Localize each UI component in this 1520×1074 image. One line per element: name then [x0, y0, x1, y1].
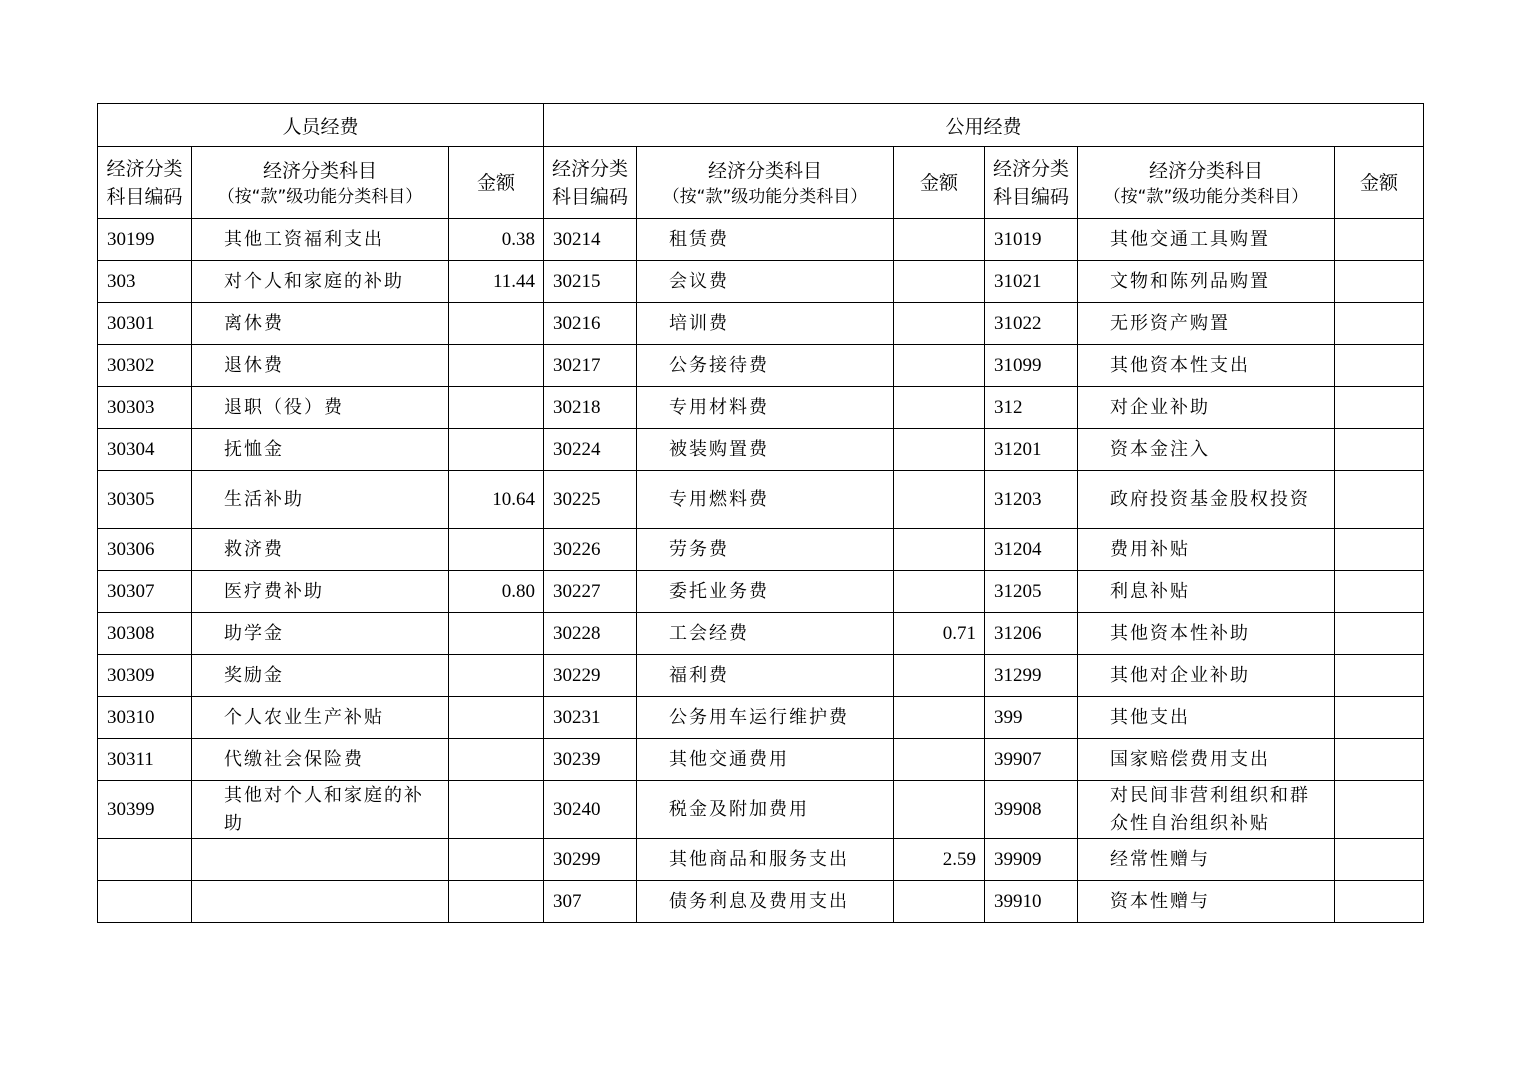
cell-subject-name: 委托业务费	[637, 571, 894, 613]
cell-subject-name: 专用燃料费	[637, 471, 894, 529]
cell-code: 39909	[985, 839, 1078, 881]
cell-code: 31019	[985, 219, 1078, 261]
table-row	[98, 839, 1424, 881]
cell-subject-name: 债务利息及费用支出	[637, 881, 894, 923]
cell-code: 39910	[985, 881, 1078, 923]
expense-classification-table	[97, 103, 1424, 923]
table-row	[98, 571, 1424, 613]
cell-code: 30239	[544, 739, 637, 781]
cell-code: 31205	[985, 571, 1078, 613]
cell-subject-name: 其他交通工具购置	[1078, 219, 1335, 261]
cell-code: 31203	[985, 471, 1078, 529]
cell-amount	[894, 219, 985, 261]
cell-code: 30218	[544, 387, 637, 429]
cell-amount	[449, 429, 544, 471]
cell-amount	[894, 697, 985, 739]
cell-amount: 0.38	[449, 219, 544, 261]
cell-code: 30228	[544, 613, 637, 655]
cell-subject-name: 无形资产购置	[1078, 303, 1335, 345]
cell-amount	[1335, 387, 1424, 429]
column-header-amount: 金额	[1335, 147, 1424, 219]
cell-amount	[449, 697, 544, 739]
cell-code: 30227	[544, 571, 637, 613]
cell-subject-name: 救济费	[192, 529, 449, 571]
column-header-code	[98, 147, 192, 219]
cell-amount: 2.59	[894, 839, 985, 881]
cell-amount	[449, 839, 544, 881]
cell-subject-name: 医疗费补助	[192, 571, 449, 613]
cell-code: 30299	[544, 839, 637, 881]
column-header-code-line2: 科目编码	[106, 185, 183, 208]
cell-code: 30229	[544, 655, 637, 697]
cell-code: 30310	[98, 697, 192, 739]
cell-subject-name: 助学金	[192, 613, 449, 655]
cell-code	[98, 881, 192, 923]
column-header-code	[544, 147, 637, 219]
cell-amount	[449, 739, 544, 781]
cell-amount	[894, 655, 985, 697]
cell-subject-name: 抚恤金	[192, 429, 449, 471]
table-row	[98, 739, 1424, 781]
cell-subject-name: 其他资本性补助	[1078, 613, 1335, 655]
column-header-code	[985, 147, 1078, 219]
cell-subject-name: 资本金注入	[1078, 429, 1335, 471]
cell-amount: 0.80	[449, 571, 544, 613]
cell-amount	[894, 529, 985, 571]
cell-subject-name: 奖励金	[192, 655, 449, 697]
cell-amount	[449, 613, 544, 655]
group-header-public: 公用经费	[544, 104, 1424, 147]
cell-code: 30301	[98, 303, 192, 345]
cell-subject-name: 专用材料费	[637, 387, 894, 429]
column-header-code-line2: 科目编码	[992, 185, 1069, 208]
cell-subject-name: 租赁费	[637, 219, 894, 261]
cell-code: 31022	[985, 303, 1078, 345]
cell-code: 30302	[98, 345, 192, 387]
cell-amount	[1335, 471, 1424, 529]
cell-code: 30231	[544, 697, 637, 739]
cell-code: 312	[985, 387, 1078, 429]
cell-amount	[894, 261, 985, 303]
column-header-code-line1: 经济分类	[992, 157, 1069, 180]
table-row	[98, 697, 1424, 739]
cell-subject-name: 其他工资福利支出	[192, 219, 449, 261]
cell-subject-name	[192, 881, 449, 923]
cell-subject-name: 离休费	[192, 303, 449, 345]
cell-subject-name: 退职（役）费	[192, 387, 449, 429]
cell-amount: 11.44	[449, 261, 544, 303]
cell-subject-name: 代缴社会保险费	[192, 739, 449, 781]
column-header-subject-title: 经济分类科目	[262, 159, 377, 182]
cell-subject-name: 公务用车运行维护费	[637, 697, 894, 739]
cell-code: 31201	[985, 429, 1078, 471]
cell-amount	[894, 429, 985, 471]
cell-amount	[449, 781, 544, 839]
cell-subject-name: 税金及附加费用	[637, 781, 894, 839]
cell-amount	[1335, 219, 1424, 261]
cell-amount	[894, 881, 985, 923]
column-header-subject-note: （按“款”级功能分类科目）	[662, 186, 868, 207]
cell-subject-name: 对企业补助	[1078, 387, 1335, 429]
cell-code: 30399	[98, 781, 192, 839]
cell-subject-name: 会议费	[637, 261, 894, 303]
cell-code: 30216	[544, 303, 637, 345]
column-header-subject-title: 经济分类科目	[1148, 159, 1263, 182]
cell-amount	[1335, 571, 1424, 613]
cell-amount	[1335, 839, 1424, 881]
cell-subject-name: 费用补贴	[1078, 529, 1335, 571]
column-header-subject-note: （按“款”级功能分类科目）	[217, 186, 423, 207]
cell-amount	[1335, 881, 1424, 923]
cell-amount	[449, 655, 544, 697]
table-row	[98, 345, 1424, 387]
cell-subject-name: 劳务费	[637, 529, 894, 571]
cell-code: 30199	[98, 219, 192, 261]
cell-subject-name	[192, 839, 449, 881]
cell-amount	[449, 529, 544, 571]
cell-code: 30217	[544, 345, 637, 387]
cell-code: 31021	[985, 261, 1078, 303]
cell-amount	[449, 387, 544, 429]
column-header-subject-note: （按“款”级功能分类科目）	[1103, 186, 1309, 207]
cell-amount	[449, 303, 544, 345]
cell-amount	[1335, 303, 1424, 345]
cell-subject-name: 公务接待费	[637, 345, 894, 387]
cell-amount	[1335, 261, 1424, 303]
cell-amount	[894, 471, 985, 529]
column-header-subject	[192, 147, 449, 219]
cell-code: 30215	[544, 261, 637, 303]
cell-amount	[449, 345, 544, 387]
table-row	[98, 471, 1424, 529]
cell-subject-name: 培训费	[637, 303, 894, 345]
cell-code: 30306	[98, 529, 192, 571]
cell-subject-name: 资本性赠与	[1078, 881, 1335, 923]
cell-code: 30214	[544, 219, 637, 261]
cell-code: 30303	[98, 387, 192, 429]
column-header-subject-title: 经济分类科目	[707, 159, 822, 182]
cell-subject-name: 利息补贴	[1078, 571, 1335, 613]
cell-amount	[894, 739, 985, 781]
cell-amount	[1335, 613, 1424, 655]
cell-code: 30225	[544, 471, 637, 529]
cell-amount	[894, 303, 985, 345]
cell-subject-name: 对个人和家庭的补助	[192, 261, 449, 303]
cell-code	[98, 839, 192, 881]
cell-amount	[1335, 781, 1424, 839]
cell-subject-name: 福利费	[637, 655, 894, 697]
cell-subject-name: 生活补助	[192, 471, 449, 529]
cell-code: 31206	[985, 613, 1078, 655]
cell-subject-name: 被装购置费	[637, 429, 894, 471]
cell-code: 39907	[985, 739, 1078, 781]
group-header-personnel: 人员经费	[98, 104, 544, 147]
cell-subject-name: 对民间非营利组织和群众性自治组织补贴	[1078, 781, 1335, 839]
column-header-amount: 金额	[449, 147, 544, 219]
cell-subject-name: 其他资本性支出	[1078, 345, 1335, 387]
cell-amount	[1335, 697, 1424, 739]
cell-code: 39908	[985, 781, 1078, 839]
cell-code: 31299	[985, 655, 1078, 697]
cell-subject-name: 其他商品和服务支出	[637, 839, 894, 881]
cell-code: 31099	[985, 345, 1078, 387]
cell-code: 30311	[98, 739, 192, 781]
cell-amount	[894, 387, 985, 429]
cell-subject-name: 其他支出	[1078, 697, 1335, 739]
table-row	[98, 529, 1424, 571]
table-row	[98, 219, 1424, 261]
cell-amount	[1335, 739, 1424, 781]
table-row	[98, 613, 1424, 655]
cell-amount	[1335, 529, 1424, 571]
cell-amount	[894, 781, 985, 839]
cell-subject-name: 政府投资基金股权投资	[1078, 471, 1335, 529]
column-header-amount: 金额	[894, 147, 985, 219]
cell-amount	[894, 571, 985, 613]
column-header-code-line1: 经济分类	[106, 157, 183, 180]
cell-code: 30224	[544, 429, 637, 471]
table-row	[98, 387, 1424, 429]
cell-subject-name: 个人农业生产补贴	[192, 697, 449, 739]
table-row	[98, 881, 1424, 923]
column-header-code-line1: 经济分类	[551, 157, 628, 180]
table-row	[98, 261, 1424, 303]
cell-subject-name: 退休费	[192, 345, 449, 387]
cell-code: 31204	[985, 529, 1078, 571]
column-header-subject	[637, 147, 894, 219]
cell-code: 399	[985, 697, 1078, 739]
table-row	[98, 303, 1424, 345]
table-row	[98, 655, 1424, 697]
column-header-subject	[1078, 147, 1335, 219]
cell-subject-name: 其他对个人和家庭的补助	[192, 781, 449, 839]
cell-code: 303	[98, 261, 192, 303]
cell-subject-name: 经常性赠与	[1078, 839, 1335, 881]
cell-amount	[894, 345, 985, 387]
cell-amount	[1335, 429, 1424, 471]
cell-amount	[1335, 655, 1424, 697]
table-row	[98, 781, 1424, 839]
cell-subject-name: 其他对企业补助	[1078, 655, 1335, 697]
cell-code: 30240	[544, 781, 637, 839]
table-row	[98, 429, 1424, 471]
cell-amount: 10.64	[449, 471, 544, 529]
cell-code: 30305	[98, 471, 192, 529]
column-header-code-line2: 科目编码	[551, 185, 628, 208]
cell-code: 30304	[98, 429, 192, 471]
cell-amount: 0.71	[894, 613, 985, 655]
cell-subject-name: 工会经费	[637, 613, 894, 655]
cell-subject-name: 文物和陈列品购置	[1078, 261, 1335, 303]
cell-amount	[449, 881, 544, 923]
cell-code: 30308	[98, 613, 192, 655]
cell-subject-name: 国家赔偿费用支出	[1078, 739, 1335, 781]
cell-code: 30307	[98, 571, 192, 613]
cell-subject-name: 其他交通费用	[637, 739, 894, 781]
cell-code: 307	[544, 881, 637, 923]
cell-code: 30226	[544, 529, 637, 571]
cell-amount	[1335, 345, 1424, 387]
cell-code: 30309	[98, 655, 192, 697]
